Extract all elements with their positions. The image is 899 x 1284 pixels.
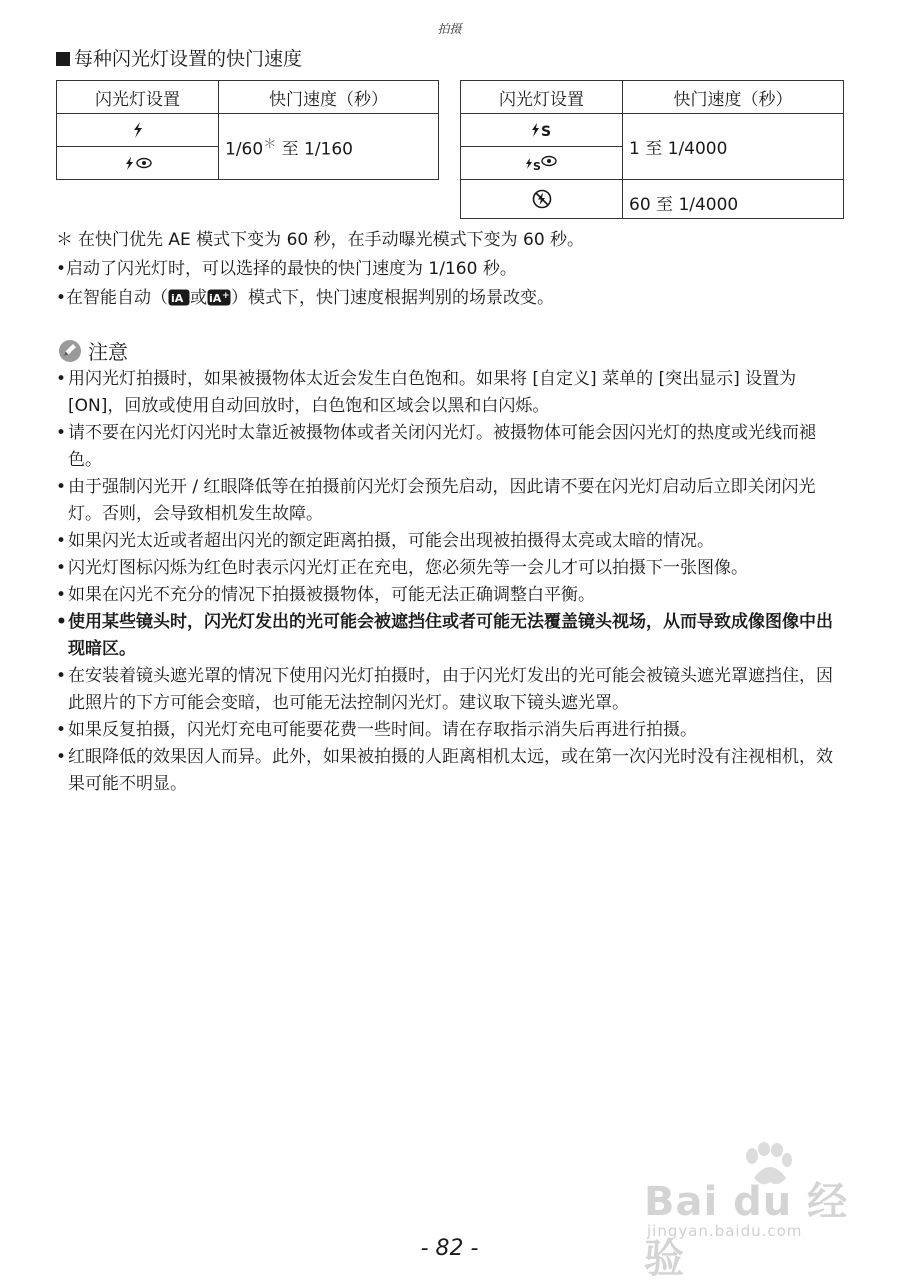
flash-slow-sync-redeye-icon [525,154,559,172]
list-item: • 如果闪光太近或者超出闪光的额定距离拍摄，可能会出现被拍摄得太亮或太暗的情况。 [56,528,846,555]
flash-off-cell [461,180,623,219]
svg-text:S: S [532,160,541,172]
list-item: • 如果反复拍摄，闪光灯充电可能要花费一些时间。请在存取指示消失后再进行拍摄。 [56,717,846,744]
shutter-speed-cell: 1 至 1/4000 [623,114,844,180]
table-header-shutter-speed: 快门速度（秒） [623,81,844,114]
table-header-flash-setting: 闪光灯设置 [461,81,623,114]
running-header: 拍摄 [437,22,462,36]
svg-text:+: + [222,291,230,301]
svg-text:iA: iA [171,292,184,305]
list-item: • 红眼降低的效果因人而异。此外，如果被拍摄的人距离相机太远，或在第一次闪光时没有注视相机，效果可能不明显。 [56,744,846,798]
note-pencil-icon [58,339,84,363]
flash-redeye-cell [57,147,219,180]
watermark-url: jingyan.baidu.com [647,1222,803,1240]
caution-list [56,366,846,798]
caution-label: 注意 [88,340,128,364]
table-header-flash-setting: 闪光灯设置 [57,81,219,114]
table-header-shutter-speed: 快门速度（秒） [219,81,439,114]
svg-text:iA: iA [209,292,222,305]
shutter-speed-cell: 60 至 1/4000 [623,180,844,219]
watermark-brand: Bai du 经验 [644,1179,849,1282]
square-bullet-icon [56,52,70,66]
flash-off-icon [532,189,552,209]
flash-slow-sync-icon [530,121,554,139]
flash-speed-table-right [460,80,844,219]
section-title-text: 每种闪光灯设置的快门速度 [74,48,303,70]
flash-forced-on-cell [57,114,219,147]
list-item: • 如果在闪光不充分的情况下拍摄被摄物体，可能无法正确调整白平衡。 [56,582,846,609]
intelligent-auto-plus-icon [207,289,231,306]
shutter-speed-cell: 1/60＊ 至 1/160 [219,114,439,180]
page-number: - 82 - [420,1236,479,1261]
intelligent-auto-icon [168,289,190,306]
baidu-watermark [644,1142,854,1282]
svg-text:S: S [540,124,551,139]
note-line: •在智能自动（ iA 或 iA + ）模式下，快门速度根据判别的场景改变。 [56,288,555,308]
note-line: •启动了闪光灯时，可以选择的最快的快门速度为 1/160 秒。 [56,259,517,279]
flash-slow-sync-redeye-cell [461,147,623,180]
flash-forced-on-icon [131,121,145,139]
caution-heading [58,336,128,365]
flash-speed-table-left [56,80,439,180]
flash-slow-sync-cell [461,114,623,147]
list-item: • 在安装着镜头遮光罩的情况下使用闪光灯拍摄时，由于闪光灯发出的光可能会被镜头遮光罩遮挡住，因此照片的下方可能会变暗，也可能无法控制闪光灯。建议取下镜头遮光罩。 [56,663,846,717]
asterisk-note: ＊ 在快门优先 AE 模式下变为 60 秒，在手动曝光模式下变为 60 秒。 [56,230,585,250]
flash-redeye-icon [124,155,152,171]
list-item: • 使用某些镜头时，闪光灯发出的光可能会被遮挡住或者可能无法覆盖镜头视场，从而导致成像图像中出现暗区。 [56,609,846,663]
list-item: • 请不要在闪光灯闪光时太靠近被摄物体或者关闭闪光灯。被摄物体可能会因闪光灯的热度或光线而褪色。 [56,420,846,474]
list-item: • 闪光灯图标闪烁为红色时表示闪光灯正在充电，您必须先等一会儿才可以拍摄下一张图像。 [56,555,846,582]
table-notes [56,226,856,313]
list-item: • 由于强制闪光开 / 红眼降低等在拍摄前闪光灯会预先启动，因此请不要在闪光灯启动后立即关闭闪光灯。否则，会导致相机发生故障。 [56,474,846,528]
list-item: • 用闪光灯拍摄时，如果被摄物体太近会发生白色饱和。如果将 [自定义] 菜单的 [突出显示] 设置为 [ON]，回放或使用自动回放时，白色饱和区域会以黑和白闪烁。 [56,366,846,420]
section-title [56,44,302,71]
